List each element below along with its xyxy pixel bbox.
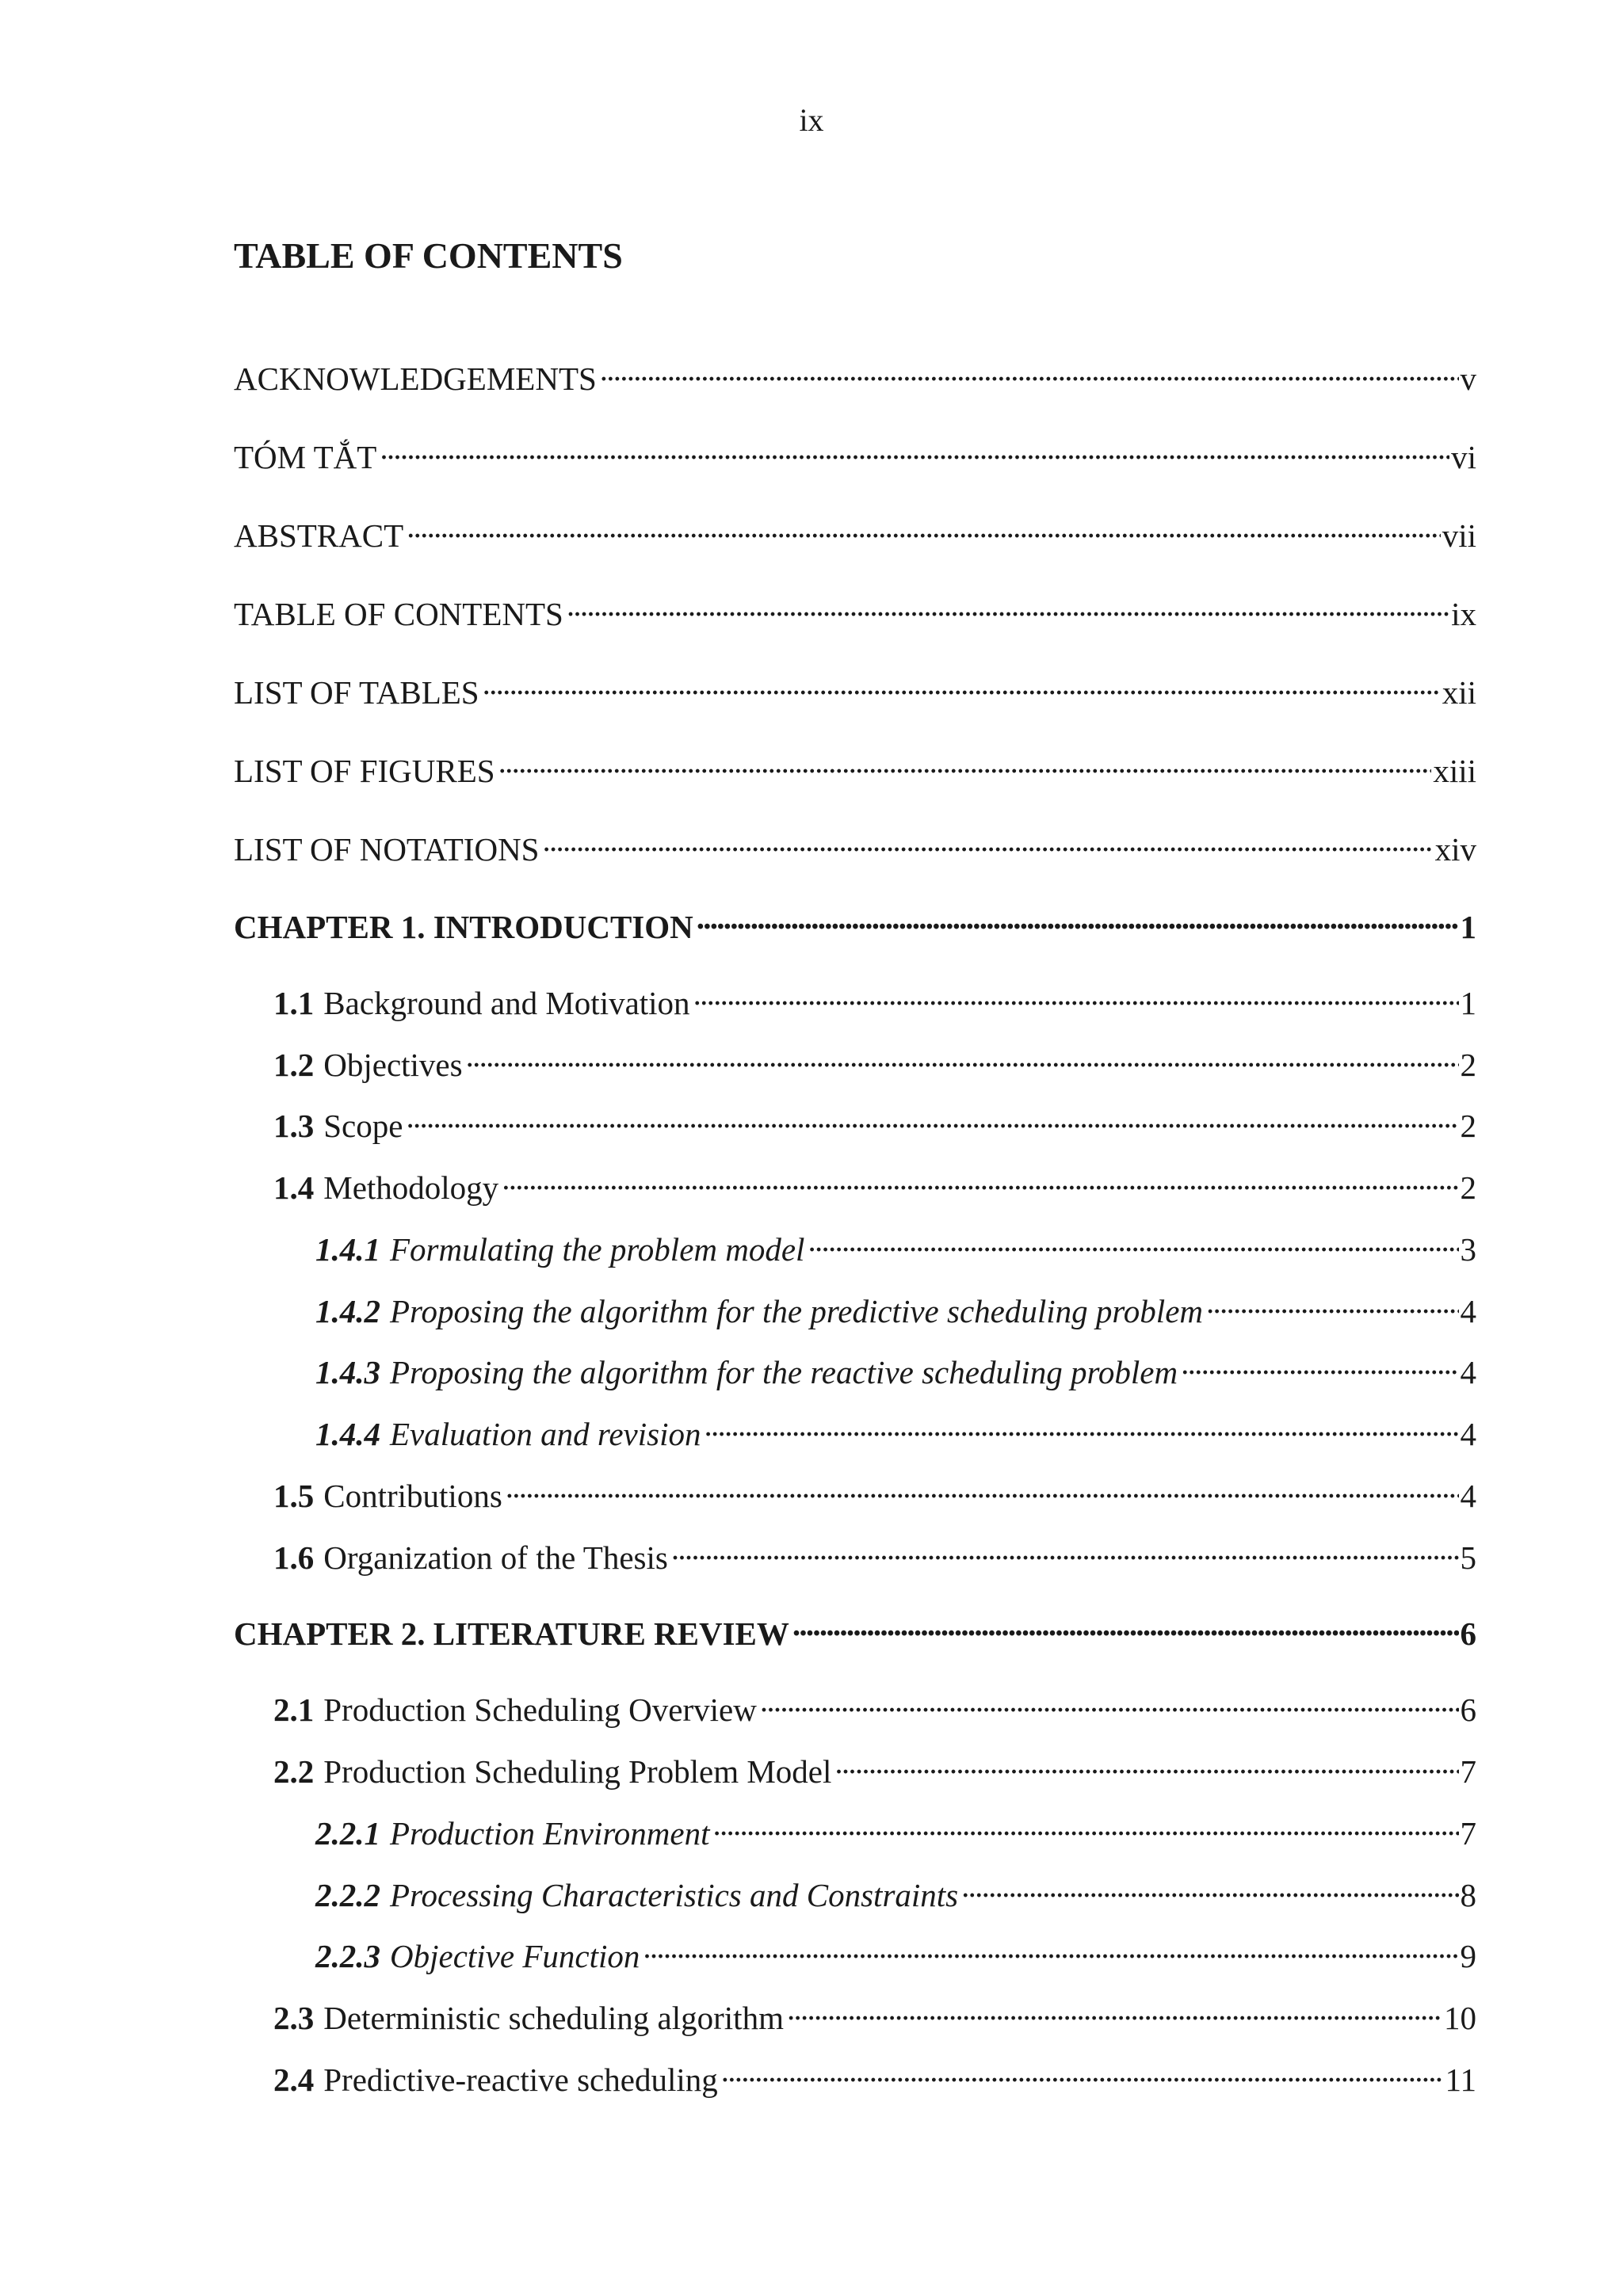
dot-leader bbox=[466, 1035, 1459, 1076]
dot-leader bbox=[406, 1096, 1458, 1137]
dot-leader bbox=[792, 1604, 1459, 1645]
toc-entry-label: TABLE OF CONTENTS bbox=[234, 596, 563, 632]
toc-entry[interactable] bbox=[273, 1158, 1476, 1208]
toc-entry-page: 9 bbox=[1460, 1938, 1476, 1974]
toc-entry-page: 4 bbox=[1460, 1293, 1476, 1329]
dot-leader bbox=[961, 1865, 1458, 1906]
toc-entry-page: xii bbox=[1442, 674, 1476, 711]
toc-entry-label: Proposing the algorithm for the reactive scheduling problem bbox=[390, 1354, 1178, 1390]
toc-entry-label: ACKNOWLEDGEMENTS bbox=[234, 360, 597, 397]
toc-entry[interactable] bbox=[234, 505, 1476, 556]
toc-entry-page: 3 bbox=[1460, 1231, 1476, 1268]
dot-leader bbox=[1181, 1342, 1458, 1383]
toc-entry-label: TÓM TẮT bbox=[234, 439, 377, 475]
toc-entry[interactable] bbox=[273, 1527, 1476, 1578]
dot-leader bbox=[704, 1404, 1458, 1445]
dot-leader bbox=[697, 897, 1459, 938]
toc-entry[interactable] bbox=[315, 1342, 1476, 1393]
toc-entry-number: 2.2 bbox=[273, 1753, 315, 1790]
dot-leader bbox=[502, 1158, 1458, 1199]
toc-entry-number: 2.2.2 bbox=[315, 1877, 380, 1913]
toc-entry-label: CHAPTER 1. INTRODUCTION bbox=[234, 909, 693, 945]
toc-entry-label: ABSTRACT bbox=[234, 517, 404, 554]
toc-entry-label: LIST OF TABLES bbox=[234, 674, 479, 711]
page-number: ix bbox=[799, 102, 824, 138]
toc-entry-number: 2.1 bbox=[273, 1691, 315, 1728]
toc-entry-page: 11 bbox=[1445, 2061, 1476, 2098]
dot-leader bbox=[721, 2050, 1444, 2091]
toc-entry-label: Production Scheduling Problem Model bbox=[323, 1753, 832, 1790]
toc-entry-page: xiv bbox=[1434, 831, 1476, 868]
toc-entry-page: 2 bbox=[1460, 1108, 1476, 1144]
page-title: TABLE OF CONTENTS bbox=[234, 235, 623, 276]
toc-entry-label: Proposing the algorithm for the predictive scheduling problem bbox=[390, 1293, 1204, 1329]
dot-leader bbox=[671, 1527, 1459, 1569]
toc-entry-number: 1.4.1 bbox=[315, 1231, 380, 1268]
toc-entry-label: LIST OF FIGURES bbox=[234, 753, 495, 789]
toc-entry-page: 2 bbox=[1460, 1047, 1476, 1083]
toc-entry[interactable] bbox=[273, 1035, 1476, 1085]
toc-entry-number: 2.2.1 bbox=[315, 1815, 380, 1852]
toc-entry-label: Scope bbox=[323, 1108, 403, 1144]
toc-entry-number: 1.5 bbox=[273, 1478, 315, 1514]
toc-entry-page: 4 bbox=[1460, 1354, 1476, 1390]
toc-entry-label: Processing Characteristics and Constraints bbox=[390, 1877, 959, 1913]
toc-entry-label: LIST OF NOTATIONS bbox=[234, 831, 540, 868]
toc-entry-page: 6 bbox=[1460, 1615, 1476, 1652]
dot-leader bbox=[498, 741, 1432, 782]
toc-entry[interactable] bbox=[273, 1096, 1476, 1146]
toc-entry[interactable] bbox=[315, 1404, 1476, 1455]
toc-entry-page: 6 bbox=[1460, 1691, 1476, 1728]
toc-entry[interactable] bbox=[234, 819, 1476, 870]
toc-entry-label: Predictive-reactive scheduling bbox=[323, 2061, 718, 2098]
dot-leader bbox=[1206, 1281, 1458, 1322]
toc-entry-page: 7 bbox=[1460, 1753, 1476, 1790]
toc-entry-number: 2.2.3 bbox=[315, 1938, 380, 1974]
toc-entry[interactable] bbox=[315, 1281, 1476, 1332]
toc-entry-page: vi bbox=[1451, 439, 1476, 475]
dot-leader bbox=[407, 505, 1441, 547]
toc-entry-number: 1.4.4 bbox=[315, 1416, 380, 1452]
toc-entry-page: v bbox=[1460, 360, 1476, 397]
toc-entry[interactable] bbox=[315, 1865, 1476, 1916]
toc-entry[interactable] bbox=[273, 1680, 1476, 1730]
toc-entry[interactable] bbox=[273, 2050, 1476, 2100]
dot-leader bbox=[483, 662, 1441, 704]
dot-leader bbox=[600, 349, 1459, 390]
dot-leader bbox=[693, 973, 1459, 1014]
toc-entry-label: Deterministic scheduling algorithm bbox=[323, 2000, 784, 2036]
toc-entry[interactable] bbox=[315, 1219, 1476, 1270]
dot-leader bbox=[542, 819, 1433, 860]
toc-entry-page: 8 bbox=[1460, 1877, 1476, 1913]
toc-entry-label: Background and Motivation bbox=[323, 985, 690, 1021]
toc-entry-number: 1.3 bbox=[273, 1108, 315, 1144]
toc-entry-label: Contributions bbox=[323, 1478, 502, 1514]
toc-chapter-entry[interactable] bbox=[234, 1604, 1476, 1654]
toc-entry-page: 1 bbox=[1460, 985, 1476, 1021]
toc-entry-page: 1 bbox=[1460, 909, 1476, 945]
dot-leader bbox=[643, 1926, 1458, 1967]
toc-entry-number: 1.1 bbox=[273, 985, 315, 1021]
toc-entry[interactable] bbox=[234, 741, 1476, 791]
toc-entry-page: 2 bbox=[1460, 1169, 1476, 1206]
dot-leader bbox=[787, 1988, 1442, 2029]
toc-entry-page: 7 bbox=[1460, 1815, 1476, 1852]
toc-entry-page: 5 bbox=[1460, 1539, 1476, 1576]
toc-entry-number: 2.3 bbox=[273, 2000, 315, 2036]
dot-leader bbox=[380, 427, 1449, 468]
toc-entry-number: 1.4.2 bbox=[315, 1293, 380, 1329]
toc-entry-page: ix bbox=[1451, 596, 1476, 632]
toc-entry-number: 2.4 bbox=[273, 2061, 315, 2098]
toc-entry[interactable] bbox=[273, 1988, 1476, 2039]
toc-chapter-entry[interactable] bbox=[234, 897, 1476, 948]
toc-entry-number: 1.6 bbox=[273, 1539, 315, 1576]
toc-entry-label: Production Environment bbox=[390, 1815, 710, 1852]
toc-entry[interactable] bbox=[234, 427, 1476, 478]
toc-entry[interactable] bbox=[315, 1926, 1476, 1977]
dot-leader bbox=[712, 1803, 1458, 1844]
toc-entry-label: Evaluation and revision bbox=[390, 1416, 701, 1452]
toc-entry-label: Formulating the problem model bbox=[390, 1231, 805, 1268]
toc-entry-number: 1.4.3 bbox=[315, 1354, 380, 1390]
toc-entry[interactable] bbox=[273, 973, 1476, 1024]
toc-entry-label: Production Scheduling Overview bbox=[323, 1691, 757, 1728]
toc-entry[interactable] bbox=[234, 349, 1476, 399]
toc-entry-label: Objective Function bbox=[390, 1938, 640, 1974]
toc-entry-label: CHAPTER 2. LITERATURE REVIEW bbox=[234, 1615, 789, 1652]
toc-entry-page: 10 bbox=[1444, 2000, 1476, 2036]
toc-entry-label: Objectives bbox=[323, 1047, 463, 1083]
toc-entry-label: Organization of the Thesis bbox=[323, 1539, 668, 1576]
toc-entry-label: Methodology bbox=[323, 1169, 499, 1206]
dot-leader bbox=[760, 1680, 1459, 1721]
toc-entry[interactable] bbox=[273, 1741, 1476, 1792]
dot-leader bbox=[567, 584, 1449, 625]
dot-leader bbox=[506, 1466, 1459, 1507]
toc-entry[interactable] bbox=[315, 1803, 1476, 1854]
toc-entry-number: 1.2 bbox=[273, 1047, 315, 1083]
toc-entry-page: 4 bbox=[1460, 1478, 1476, 1514]
dot-leader bbox=[808, 1219, 1458, 1261]
toc-entry-page: vii bbox=[1442, 517, 1476, 554]
toc-entry[interactable] bbox=[234, 662, 1476, 713]
toc-entry[interactable] bbox=[234, 584, 1476, 635]
toc-entry-page: xiii bbox=[1433, 753, 1476, 789]
toc-entry-page: 4 bbox=[1460, 1416, 1476, 1452]
toc-entry[interactable] bbox=[273, 1466, 1476, 1516]
dot-leader bbox=[834, 1741, 1458, 1783]
toc-entry-number: 1.4 bbox=[273, 1169, 315, 1206]
